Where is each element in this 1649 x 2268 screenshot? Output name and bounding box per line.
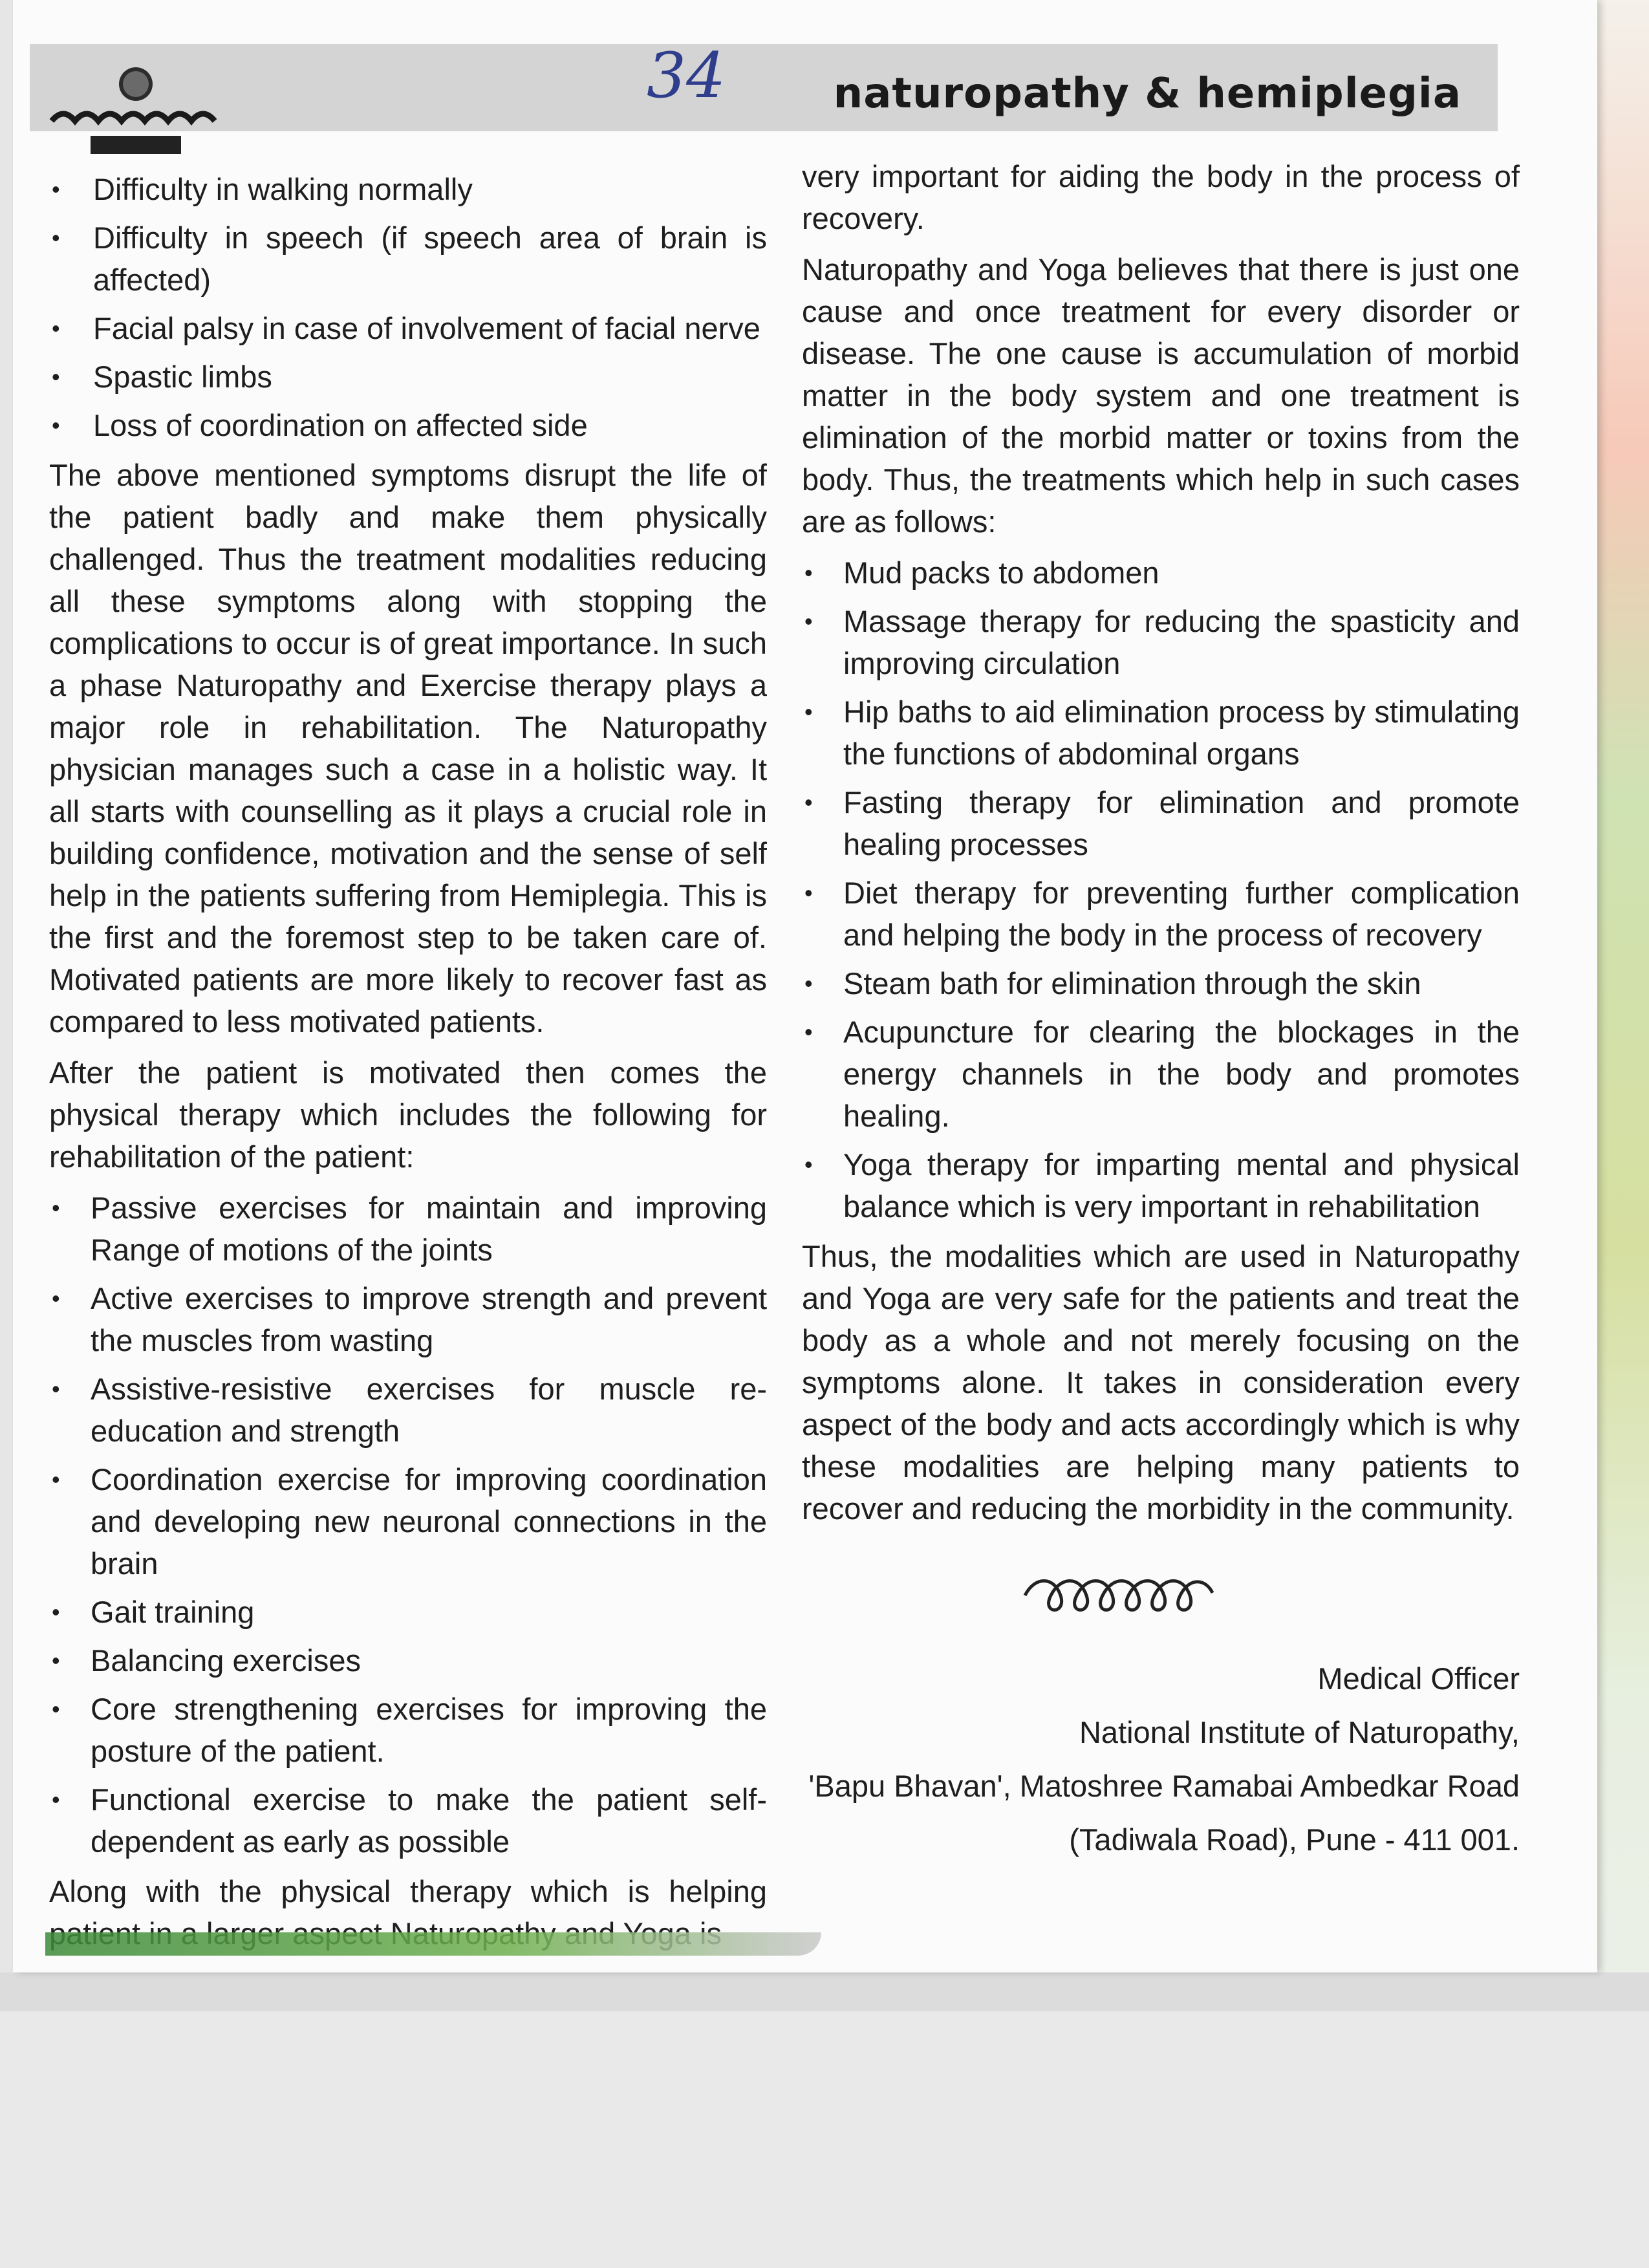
footer-stripe xyxy=(45,1932,821,1956)
page-number-text: 34 xyxy=(647,39,726,112)
paragraph: After the patient is motivated then comes the physical therapy which includes the following for rehabilitation of the patient: xyxy=(49,1055,767,1174)
journal-logo-icon xyxy=(45,59,239,157)
list-item: • Gait training xyxy=(49,1591,767,1633)
symptoms-list xyxy=(49,168,767,446)
list-item: • Massage therapy for reducing the spasticity and improving circulation xyxy=(802,600,1520,684)
list-item: • Diet therapy for preventing further complication and helping the body in the process of recovery xyxy=(802,872,1520,956)
list-item: • Passive exercises for maintain and improving Range of motions of the joints xyxy=(49,1187,767,1271)
author-address-line2: (Tadiwala Road), Pune - 411 001. xyxy=(1069,1822,1520,1857)
paragraph: Along with the physical therapy which is helping xyxy=(49,1874,767,1908)
list-item: • Core strengthening exercises for improving the posture of the patient. xyxy=(49,1688,767,1772)
right-column xyxy=(802,155,1520,1872)
author-institute: National Institute of Naturopathy, xyxy=(1079,1715,1520,1749)
background-photo-edge xyxy=(1597,0,1649,2268)
paragraph: very important for aiding the body in the process of recovery. xyxy=(802,159,1520,235)
list-item: • Facial palsy in case of involvement of facial nerve xyxy=(49,307,767,349)
therapies-list xyxy=(49,1187,767,1863)
list-item: • Spastic limbs xyxy=(49,356,767,398)
author-address-line1: 'Bapu Bhavan', Matoshree Ramabai Ambedkar Road xyxy=(808,1769,1520,1803)
list-item: • Difficulty in walking normally xyxy=(49,168,767,210)
list-item: • Loss of coordination on affected side xyxy=(49,404,767,446)
paragraph: The above mentioned symptoms disrupt the life of the patient badly and make them physically challenged. Thus the treatment modalities reducing all these symptoms along with stopping the complications to occur is of great importance. In such a phase Naturopathy and Exercise therapy plays a major role in rehabilitation. The Naturopathy physician manages such a case in a holistic way. It all starts with counselling as it plays a crucial role in building confidence, motivation and the sense of self help in the patients suffering from Hemiplegia. This is the first and the foremost step to be taken care of. Motivated patients are more likely to recover fast as compared to less motivated patients. xyxy=(49,458,767,1039)
list-item: • Steam bath for elimination through the skin xyxy=(802,962,1520,1004)
left-column xyxy=(49,168,767,1963)
author-signature-block xyxy=(802,1658,1520,1861)
decorative-divider-icon xyxy=(1022,1573,1326,1612)
list-item: • Hip baths to aid elimination process by stimulating the functions of abdominal organs xyxy=(802,691,1520,775)
list-item: • Fasting therapy for elimination and promote healing processes xyxy=(802,781,1520,865)
list-item: • Active exercises to improve strength and prevent the muscles from wasting xyxy=(49,1277,767,1361)
list-item: • Assistive-resistive exercises for muscle re-education and strength xyxy=(49,1368,767,1452)
list-item: • Coordination exercise for improving coordination and developing new neuronal connections in the brain xyxy=(49,1458,767,1584)
treatments-list xyxy=(802,552,1520,1227)
list-item: • Balancing exercises xyxy=(49,1639,767,1681)
page-edge-shadow xyxy=(0,1972,1649,2011)
list-item: • Mud packs to abdomen xyxy=(802,552,1520,594)
list-item: • Difficulty in speech (if speech area of brain is affected) xyxy=(49,217,767,301)
paragraph: Naturopathy and Yoga believes that there is just one cause and once treatment for every disorder or disease. The one cause is accumulation of morbid matter in the body system and one treatment is elimination of the morbid matter or toxins from the body. Thus, the treatments which help in such cases are as follows: xyxy=(802,252,1520,539)
list-item: • Yoga therapy for imparting mental and physical balance which is very important in rehabilitation xyxy=(802,1143,1520,1227)
list-item: • Acupuncture for clearing the blockages in the energy channels in the body and promotes healing. xyxy=(802,1011,1520,1137)
paragraph: Thus, the modalities which are used in Naturopathy and Yoga are very safe for the patients and treat the body as a whole and not merely focusing on the symptoms alone. It takes in consideration every aspect of the body and acts accordingly which is why these modalities are helping many patients to recover and reducing the morbidity in the community. xyxy=(802,1239,1520,1526)
list-item: • Functional exercise to make the patient self-dependent as early as possible xyxy=(49,1778,767,1863)
handwritten-page-number xyxy=(640,26,731,136)
author-title: Medical Officer xyxy=(1317,1661,1520,1696)
running-head: naturopathy & hemiplegia xyxy=(833,70,1461,118)
scan-background xyxy=(0,2011,1649,2268)
